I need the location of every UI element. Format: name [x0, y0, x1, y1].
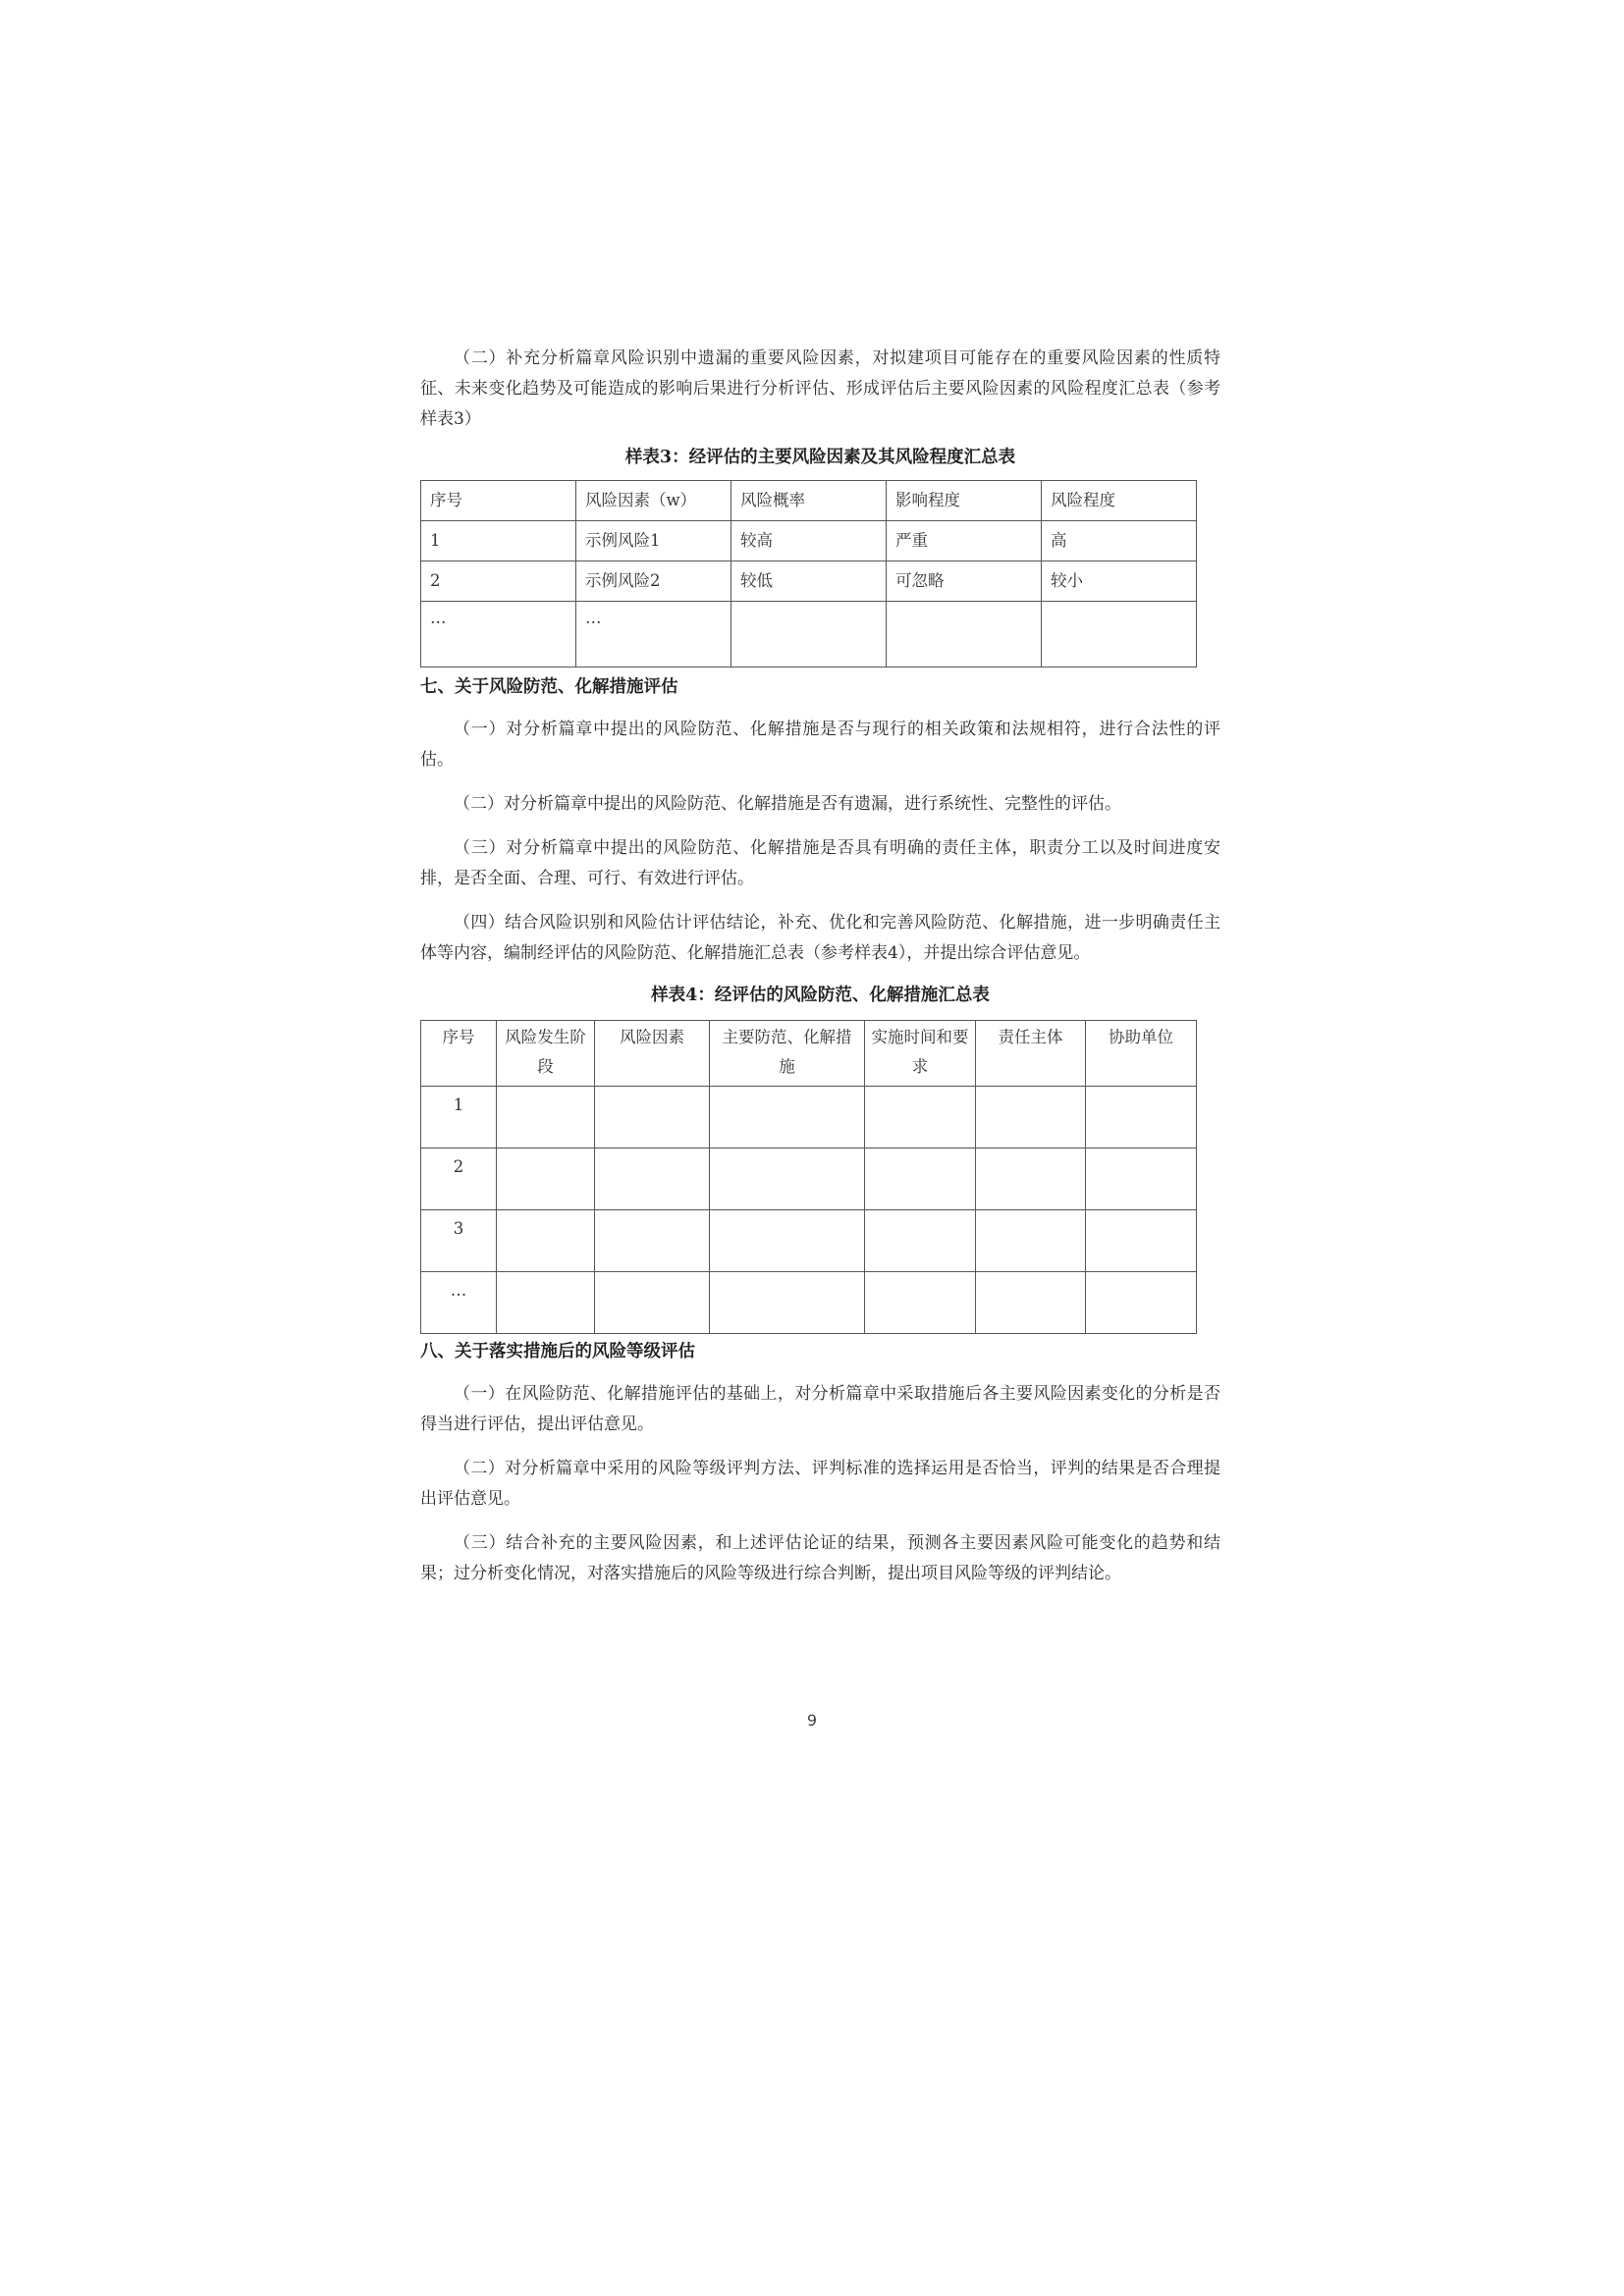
table-cell: 较低: [731, 561, 887, 602]
table-row: [421, 561, 1197, 602]
table-header-row: [421, 481, 1197, 521]
table-cell: [595, 1272, 710, 1334]
table-cell: 严重: [887, 521, 1042, 561]
table-cell: …: [576, 602, 731, 667]
header-cell: 序号: [421, 1021, 497, 1087]
header-cell: 风险因素: [595, 1021, 710, 1087]
table4-caption: 样表4：经评估的风险防范、化解措施汇总表: [651, 986, 990, 1005]
table-cell: [1086, 1087, 1197, 1148]
table-header-row: [421, 1021, 1197, 1087]
table-cell: [1086, 1148, 1197, 1210]
table-row: [421, 1272, 1197, 1334]
page-number: 9: [806, 1711, 818, 1730]
section8-paragraph: （一）在风险防范、化解措施评估的基础上，对分析篇章中采取措施后各主要风险因素变化的分析是否得当进行评估，提出评估意见。: [420, 1384, 1220, 1434]
table-cell: 较高: [731, 521, 887, 561]
table-cell: 1: [421, 1087, 497, 1148]
table-cell: [887, 602, 1042, 667]
table-cell: 较小: [1042, 561, 1197, 602]
table-cell: [1086, 1272, 1197, 1334]
section8-paragraph: （二）对分析篇章中采用的风险等级评判方法、评判标准的选择运用是否恰当，评判的结果是否合理提出评估意见。: [420, 1459, 1220, 1509]
section7-paragraph: （四）结合风险识别和风险估计评估结论，补充、优化和完善风险防范、化解措施，进一步明确责任主体等内容，编制经评估的风险防范、化解措施汇总表（参考样表4），并提出综合评估意见。: [420, 913, 1220, 963]
table-cell: 可忽略: [887, 561, 1042, 602]
table-cell: [497, 1087, 595, 1148]
table-cell: [595, 1148, 710, 1210]
header-cell: 风险概率: [731, 481, 887, 521]
table-cell: [1086, 1210, 1197, 1272]
section8-heading: 八、关于落实措施后的风险等级评估: [420, 1342, 695, 1362]
table-cell: [595, 1087, 710, 1148]
header-cell: 风险发生阶段: [497, 1021, 595, 1087]
section8-body: [420, 1379, 1220, 1589]
table-row: [421, 1087, 1197, 1148]
header-cell: 风险程度: [1042, 481, 1197, 521]
table-cell: …: [421, 1272, 497, 1334]
risk-measures-summary-table: [420, 1020, 1197, 1334]
table-cell: [976, 1087, 1086, 1148]
paragraph-supplement-risk-factors: （二）补充分析篇章风险识别中遗漏的重要风险因素，对拟建项目可能存在的重要风险因素的性质特征、未来变化趋势及可能造成的影响后果进行分析评估、形成评估后主要风险因素的风险程度汇总表（参考样表3）: [420, 348, 1220, 429]
table-cell: [976, 1148, 1086, 1210]
table-cell: [865, 1210, 976, 1272]
risk-degree-summary-table: [420, 480, 1197, 667]
table-cell: [976, 1272, 1086, 1334]
section7-heading: 七、关于风险防范、化解措施评估: [420, 677, 678, 697]
table-row: [421, 1148, 1197, 1210]
table-cell: [710, 1210, 865, 1272]
table-cell: [865, 1087, 976, 1148]
table-cell: 2: [421, 1148, 497, 1210]
table-row: [421, 1210, 1197, 1272]
table-cell: …: [421, 602, 576, 667]
table-cell: 2: [421, 561, 576, 602]
table-cell: [595, 1210, 710, 1272]
header-cell: 序号: [421, 481, 576, 521]
table3-caption: 样表3：经评估的主要风险因素及其风险程度汇总表: [624, 448, 1016, 467]
header-cell: 实施时间和要求: [865, 1021, 976, 1087]
header-cell: 风险因素（w）: [576, 481, 731, 521]
table-cell: [976, 1210, 1086, 1272]
header-cell: 协助单位: [1086, 1021, 1197, 1087]
table-cell: 3: [421, 1210, 497, 1272]
section7-paragraph: （三）对分析篇章中提出的风险防范、化解措施是否具有明确的责任主体，职责分工以及时间进度安排，是否全面、合理、可行、有效进行评估。: [420, 838, 1220, 888]
page-content: [420, 344, 1220, 1589]
table-cell: 1: [421, 521, 576, 561]
header-cell: 主要防范、化解措施: [710, 1021, 865, 1087]
table-cell: [497, 1148, 595, 1210]
table-cell: [497, 1210, 595, 1272]
table-cell: 高: [1042, 521, 1197, 561]
table-cell: [710, 1148, 865, 1210]
header-cell: 责任主体: [976, 1021, 1086, 1087]
section7-paragraph: （二）对分析篇章中提出的风险防范、化解措施是否有遗漏，进行系统性、完整性的评估。: [454, 794, 1121, 814]
section7-paragraph: （一）对分析篇章中提出的风险防范、化解措施是否与现行的相关政策和法规相符，进行合法性的评估。: [420, 720, 1220, 770]
table-cell: [710, 1272, 865, 1334]
header-cell: 影响程度: [887, 481, 1042, 521]
table-cell: [865, 1272, 976, 1334]
table-cell: [865, 1148, 976, 1210]
table-cell: [1042, 602, 1197, 667]
section7-body: [420, 715, 1220, 969]
table-row: [421, 521, 1197, 561]
table-cell: [497, 1272, 595, 1334]
table-cell: [731, 602, 887, 667]
table-row: [421, 602, 1197, 667]
table-cell: 示例风险1: [576, 521, 731, 561]
table-cell: [710, 1087, 865, 1148]
table-cell: 示例风险2: [576, 561, 731, 602]
section8-paragraph: （三）结合补充的主要风险因素，和上述评估论证的结果，预测各主要因素风险可能变化的趋势和结果；过分析变化情况，对落实措施后的风险等级进行综合判断，提出项目风险等级的评判结论。: [420, 1533, 1220, 1583]
